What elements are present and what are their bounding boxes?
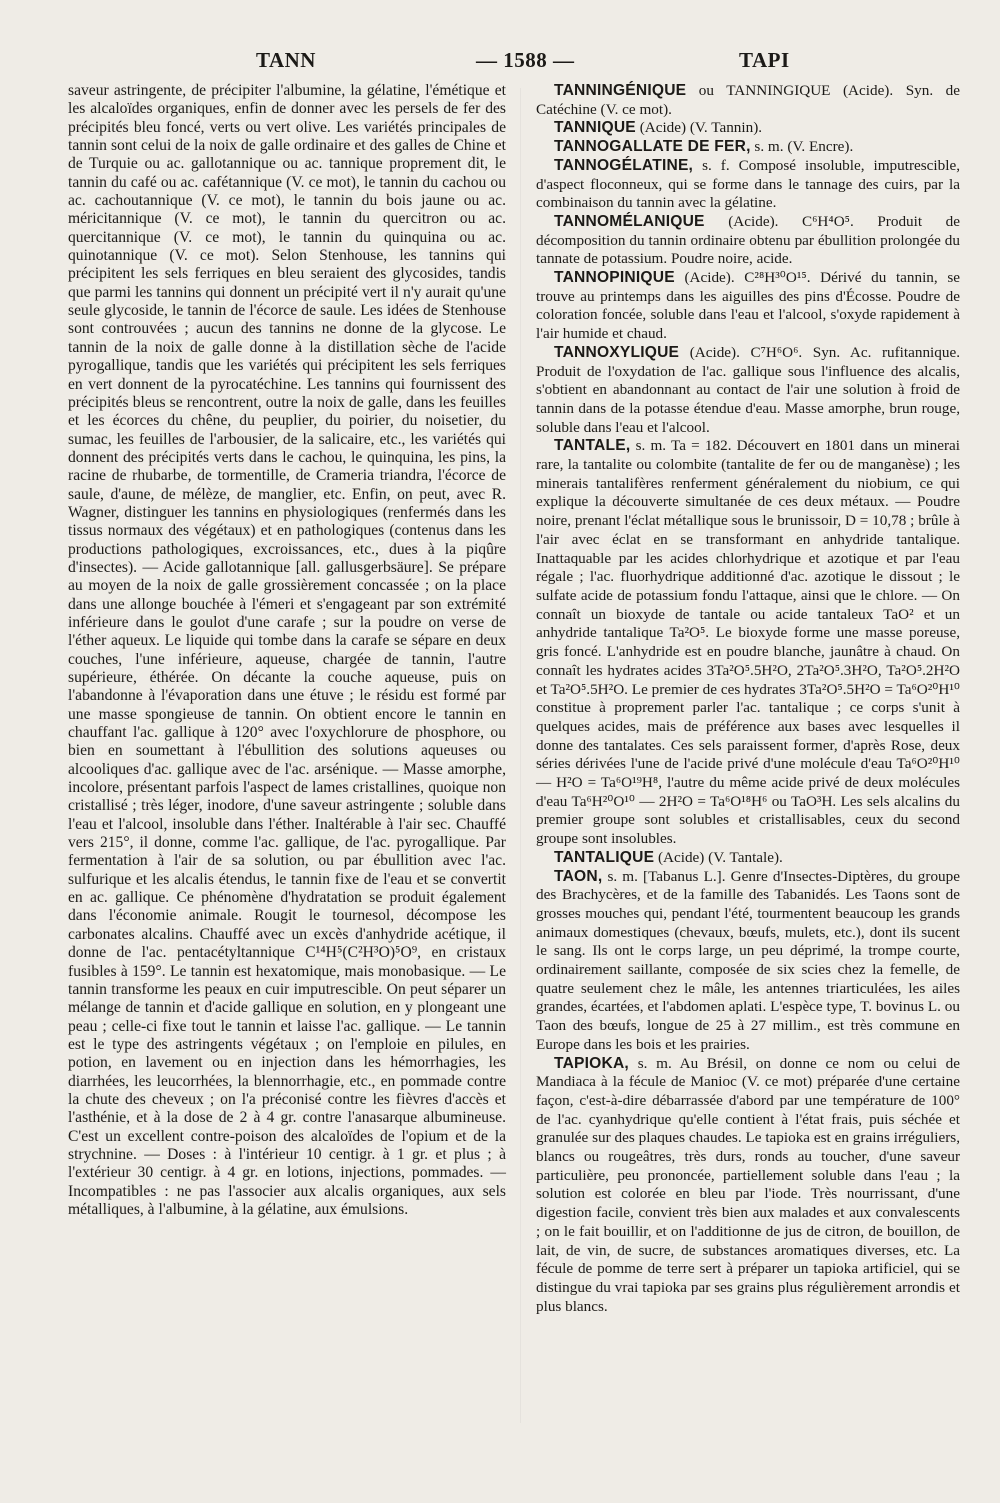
headword: TANNOPINIQUE xyxy=(554,269,675,287)
headword: TANNOMÉLANIQUE xyxy=(554,212,705,230)
entry-tannopinique xyxy=(536,269,960,344)
running-header xyxy=(0,44,1000,80)
headword: TANNOXYLIQUE xyxy=(554,343,680,361)
header-right-guideword: TAPI xyxy=(739,48,790,72)
definition: (Acide). C⁷H⁶O⁶. Syn. Ac. rufitannique. Produit de l'oxydation de l'ac. gallique sous l'influence des alcalis, s'obtient en abandonnant au contact de l'air une solution à froid de tannin dans de la potasse étendue d'eau. Masse amorphe, brun rouge, soluble dans l'eau et l'alcool. xyxy=(536,343,960,436)
definition: ou TANNINGIQUE (Acide). Syn. de Catéchine (V. ce mot). xyxy=(536,82,960,118)
entry-continuation-tannin: saveur astringente, de précipiter l'albumine, la gélatine, l'émétique et les alcaloïdes organiques, enfin de donner avec les persels de fer des précipités bleu foncé, verts ou vert olive. Les variétés principales de tannin sont celui de la noix de galle ordinaire et des galles de Chine et de Turquie ou ac. gallotannique ou ac. tannique proprement dit, le tannin du café ou ac. cafétannique (V. ce mot), le tannin du cachou ou ac. cachoutannique (V. ce mot), le tannin du bois jaune ou ac. méricitannique (V. ce mot), le tannin du quercitron ou ac. quercitannique (V. ce mot), le tannin du quinquina ou ac. quinotannique (V. ce mot). Selon Stenhouse, les tannins qui précipitent les sels ferriques en bleu seraient des glycosides, tandis que parmi les tannins qui donnent un précipité vert il n'y aurait qu'une seule glycoside, le tannin de l'écorce de saule. Les idées de Stenhouse sont controuvées ; aucun des tannins ne donne de la glycose. Le tannin de la noix de galle donne à la distillation sèche de l'acide pyrogallique, tandis que les variétés qui précipitent les sels ferriques en vert donnent de la pyrocatéchine. Les tannins qui fournissent des précipités bleus se rencontrent, outre la noix de galle, dans les feuilles et les écorces du chêne, du peuplier, du poirier, du noisetier, du sumac, les feuilles de l'arbousier, de la salicaire, etc., les variétés qui donnent des précipités verts dans le cachou, le quinquina, les pins, la racine de rhubarbe, de tormentille, de Crameria triandra, l'écorce de saule, d'aune, de mélèze, de manglier, etc. Enfin, on peut, avec R. Wagner, distinguer les tannins en physiologiques (renfermés dans les tissus normaux des végétaux) et en pathologiques (contenus dans les productions pathologiques, excroissances, etc., dues à la piqûre d'insectes). — Acide gallotannique [all. gallusgerbsäure]. Se prépare au moyen de la noix de galle grossièrement concassée ; on la place dans une allonge bouchée à l'émeri et s'engageant par son extrémité inférieure dans le goulot d'une carafe ; sur la poudre on verse de l'éther aqueux. Le liquide qui tombe dans la carafe se sépare en deux couches, l'une inférieure, aqueuse, chargée de tannin, l'autre supérieure, éthérée. On décante la couche aqueuse, puis on l'abandonne à l'évaporation dans une étuve ; le résidu est formé par une masse spongieuse de tannin. On obtient encore le tannin en chauffant l'ac. gallique à 120° avec l'oxychlorure de phosphore, ou bien en soumettant à l'ébullition des solutions aqueuses ou alcooliques d'ac. gallique avec de l'ac. arsénique. — Masse amorphe, incolore, présentant parfois l'aspect de lames cristallines, quoique non cristallisé ; très léger, inodore, d'une saveur astringente ; soluble dans l'eau et l'alcool, insoluble dans l'éther. Inaltérable à l'air sec. Chauffé vers 215°, il donne, comme l'ac. gallique, de l'ac. pyrogallique. Par fermentation à l'air de sa solution, ou par ébullition avec l'ac. sulfurique et les alcalis étendus, le tannin fixe de l'eau et se convertit en ac. gallique. Ce phénomène d'hydratation se produit également dans l'économie animale. Rougit le tournesol, décompose les carbonates alcalins. Chauffé avec un excès d'anhydride acétique, il donne de l'ac. pentacétyltannique C¹⁴H⁵(C²H³O)⁵O⁹, en cristaux fusibles à 159°. Le tannin est hexatomique, mais monobasique. — Le tannin transforme les peaux en cuir imputrescible. On peut séparer un mélange de tannin et d'acide gallique en solution, en y plongeant une peau ; celle-ci fixe tout le tannin et laisse l'ac. gallique. — Le tannin est le type des astringents végétaux ; on l'emploie en pilules, en potion, en lavement ou en injection dans les hémorrhagies, les diarrhées, les leucorrhées, la blennorrhagie, etc., en pommade contre la chute des cheveux ; on l'a préconisé contre les fièvres d'accès et l'asthénie, et à la dose de 2 à 4 gr. contre l'anasarque albumineuse. C'est un excellent contre-poison des alcaloïdes de l'opium et de la strychnine. — Doses : à l'intérieur 10 centigr. à 1 gr. et plus ; à l'extérieur 30 centigr. à 4 gr. en lotions, injections, pommades. — Incompatibles : ne pas l'associer aux alcalis organiques, aux sels métalliques, à l'albumine, à la gélatine, aux émulsions. xyxy=(68,82,506,1218)
definition: s. m. Ta = 182. Découvert en 1801 dans un minerai rare, la tantalite ou colombite (tantalite de fer ou de manganèse) ; les minerais tantalifères renferment généralement du niobium, ce qui explique la découverte simultanée de ces deux métaux. — Poudre noire, prenant l'éclat métallique sous le brunissoir, D = 10,78 ; brûle à l'air avec éclat en se transformant en anhydride tantalique. Inattaquable par les acides chlorhydrique et azotique et par l'eau régale ; l'ac. fluorhydrique additionné d'ac. azotique le dissout ; le sulfate acide de potassium fondu l'attaque, ainsi que le chlore. — On connaît un bioxyde de tantale ou acide tantaleux TaO² et un anhydride tantalique Ta²O⁵. Le bioxyde forme une masse poreuse, gris foncé. L'anhydride est en poudre blanche, jaunâtre à chaud. On connaît les hydrates acides 3Ta²O⁵.5H²O, 2Ta²O⁵.3H²O, Ta²O⁵.2H²O et Ta²O⁵.5H²O. Le premier de ces hydrates 3Ta²O⁵.5H²O = Ta⁶O²⁰H¹⁰ constitue à proprement parler l'ac. tantalique ; ce corps s'unit à quelques acides, mais de préférence aux bases avec lesquelles il donne des tantalates. Ces sels paraissent former, d'après Rose, deux séries dérivées l'une de l'acide privé d'une molécule d'eau Ta⁶O²⁰H¹⁰ — H²O = Ta⁶O¹⁹H⁸, l'autre du même acide privé de deux molécules d'eau Ta⁶H²⁰O¹⁰ — 2H²O = Ta⁶O¹⁸H⁶ ou TaO³H. Les sels alcalins du premier groupe sont solubles et cristallisables, ceux du second groupe sont insolubles. xyxy=(536,437,960,848)
entry-tannoxylique xyxy=(536,344,960,438)
headword: TANNINGÉNIQUE xyxy=(554,82,687,99)
headword: TANNIQUE xyxy=(554,119,636,137)
definition: s. m. (V. Encre). xyxy=(750,138,854,156)
definition: (Acide) (V. Tantale). xyxy=(654,848,783,866)
definition: s. m. [Tabanus L.]. Genre d'Insectes-Diptères, du groupe des Brachycères, et de la famille des Tabanidés. Les Taons sont de grosses mouches qui, pendant l'été, tourmentent beaucoup les grands animaux domestiques (chevaux, bœufs, mulets, etc.), dont ils sucent le sang. Ils ont le corps large, un peu déprimé, la trompe courte, ordinairement saillante, composée de six scies chez la femelle, de quatre seulement chez le mâle, les antennes triarticulées, les ailes grandes, écartées, et l'abdomen aplati. L'espèce type, T. bovinus L. ou Taon des bœufs, longue de 25 à 27 millim., est très commune en Europe dans les bois et les prairies. xyxy=(536,867,960,1053)
entry-tantale xyxy=(536,437,960,848)
definition: (Acide). C⁶H⁴O⁵. Produit de décomposition du tannin ordinaire obtenu par ébullition prolongée du tannate de potassium. Poudre noire, acide. xyxy=(536,212,960,268)
page-number: — 1588 — xyxy=(476,48,575,72)
entry-tanningenique xyxy=(536,82,960,119)
entry-tannogallate-de-fer xyxy=(536,138,960,157)
headword: TANTALIQUE xyxy=(554,848,655,866)
headword: TANTALE, xyxy=(554,437,631,455)
definition: (Acide) (V. Tannin). xyxy=(635,119,763,137)
entry-taon xyxy=(536,868,960,1055)
headword: TAON, xyxy=(554,867,603,885)
header-left-guideword: TANN xyxy=(256,48,316,72)
entry-tantalique xyxy=(536,849,960,868)
headword: TANNOGÉLATINE, xyxy=(554,156,694,174)
right-column xyxy=(536,82,960,1316)
definition: s. m. Au Brésil, on donne ce nom ou celui de Mandiaca à la fécule de Manioc (V. ce mot) préparée d'une certaine façon, c'est-à-dire débarrassée d'abord par une température de 100° de l'ac. cyanhydrique qu'elle contient à l'état frais, puis séchée et granulée sur des plaques chaudes. Le tapioka est en grains irréguliers, blancs ou rougeâtres, très durs, ronds au toucher, d'une saveur particulière, peu prononcée, partiellement soluble dans l'eau ; la solution est colorée en bleu par l'iode. Très nourrissant, d'une digestion facile, convient très bien aux malades et aux convalescents ; on le fait bouillir, et on l'additionne de jus de citron, de bouillon, de lait, de vin, de sucre, de substances aromatiques diverses, etc. La fécule de pomme de terre sert à préparer un tapioka artificiel, qui se distingue du vrai tapioka par ses grains plus régulièrement arrondis et plus blancs. xyxy=(536,1054,960,1315)
entry-tannogelatine xyxy=(536,157,960,213)
headword: TAPIOKA, xyxy=(554,1054,629,1072)
entry-tannique xyxy=(536,119,960,138)
headword: TANNOGALLATE DE FER, xyxy=(554,138,751,156)
entry-tannomelanique xyxy=(536,213,960,269)
left-column xyxy=(68,82,506,1219)
definition: (Acide). C²⁸H³⁰O¹⁵. Dérivé du tannin, se trouve au printemps dans les aiguilles des pins d'Écosse. Poudre de coloration foncée, soluble dans l'eau et l'alcool, s'oxyde rapidement à l'air humide et chaud. xyxy=(536,269,960,343)
definition: s. f. Composé insoluble, imputrescible, d'aspect floconneux, qui se forme dans le tannage des cuirs, par la combinaison du tannin avec la gélatine. xyxy=(536,156,960,212)
column-gutter xyxy=(520,88,521,1423)
entry-tapioka xyxy=(536,1055,960,1317)
